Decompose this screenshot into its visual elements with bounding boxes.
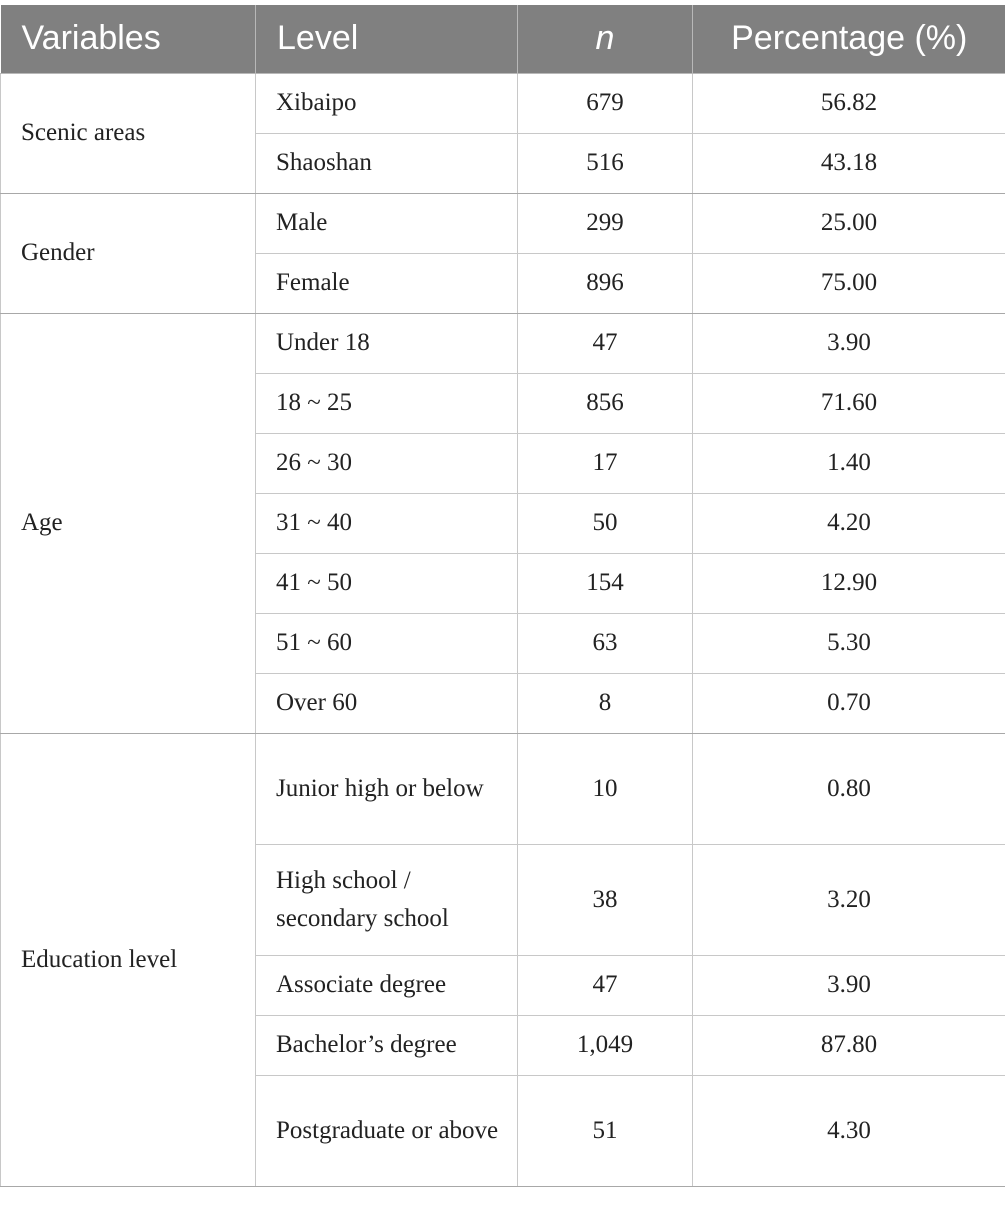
demographics-table-container	[0, 5, 1005, 1187]
percentage-cell: 87.80	[693, 1015, 1005, 1075]
table-header	[1, 5, 1005, 73]
variable-cell: Gender	[1, 193, 256, 313]
n-cell: 47	[518, 313, 693, 373]
percentage-cell: 43.18	[693, 133, 1005, 193]
percentage-cell: 0.70	[693, 673, 1005, 733]
level-cell: Female	[256, 253, 518, 313]
table-row	[1, 193, 1005, 253]
percentage-cell: 3.90	[693, 313, 1005, 373]
level-cell: Junior high or below	[256, 733, 518, 844]
percentage-cell: 4.20	[693, 493, 1005, 553]
level-cell: Bachelor’s degree	[256, 1015, 518, 1075]
demographics-table	[0, 5, 1005, 1187]
variable-cell: Education level	[1, 733, 256, 1186]
level-cell: Xibaipo	[256, 73, 518, 133]
header-variables: Variables	[1, 5, 256, 73]
table-body	[1, 73, 1005, 1186]
header-n: n	[518, 5, 693, 73]
level-cell: Postgraduate or above	[256, 1075, 518, 1186]
n-cell: 63	[518, 613, 693, 673]
percentage-cell: 12.90	[693, 553, 1005, 613]
percentage-cell: 3.20	[693, 844, 1005, 955]
n-cell: 10	[518, 733, 693, 844]
percentage-cell: 71.60	[693, 373, 1005, 433]
level-cell: Associate degree	[256, 955, 518, 1015]
n-cell: 51	[518, 1075, 693, 1186]
percentage-cell: 75.00	[693, 253, 1005, 313]
header-level: Level	[256, 5, 518, 73]
percentage-cell: 5.30	[693, 613, 1005, 673]
level-cell: Shaoshan	[256, 133, 518, 193]
n-cell: 50	[518, 493, 693, 553]
level-cell: 51 ~ 60	[256, 613, 518, 673]
level-cell: Over 60	[256, 673, 518, 733]
n-cell: 299	[518, 193, 693, 253]
percentage-cell: 0.80	[693, 733, 1005, 844]
n-cell: 516	[518, 133, 693, 193]
percentage-cell: 56.82	[693, 73, 1005, 133]
percentage-cell: 4.30	[693, 1075, 1005, 1186]
level-cell: Under 18	[256, 313, 518, 373]
level-cell: 18 ~ 25	[256, 373, 518, 433]
level-cell: Male	[256, 193, 518, 253]
table-row	[1, 73, 1005, 133]
level-cell: 41 ~ 50	[256, 553, 518, 613]
level-cell: 31 ~ 40	[256, 493, 518, 553]
n-cell: 8	[518, 673, 693, 733]
n-cell: 679	[518, 73, 693, 133]
n-cell: 1,049	[518, 1015, 693, 1075]
header-row	[1, 5, 1005, 73]
n-cell: 47	[518, 955, 693, 1015]
variable-cell: Age	[1, 313, 256, 733]
level-cell: High school / secondary school	[256, 844, 518, 955]
n-cell: 896	[518, 253, 693, 313]
table-row	[1, 733, 1005, 844]
variable-cell: Scenic areas	[1, 73, 256, 193]
level-cell: 26 ~ 30	[256, 433, 518, 493]
table-row	[1, 313, 1005, 373]
n-cell: 856	[518, 373, 693, 433]
percentage-cell: 1.40	[693, 433, 1005, 493]
percentage-cell: 25.00	[693, 193, 1005, 253]
n-cell: 154	[518, 553, 693, 613]
percentage-cell: 3.90	[693, 955, 1005, 1015]
n-cell: 38	[518, 844, 693, 955]
header-percentage: Percentage (%)	[693, 5, 1005, 73]
n-cell: 17	[518, 433, 693, 493]
